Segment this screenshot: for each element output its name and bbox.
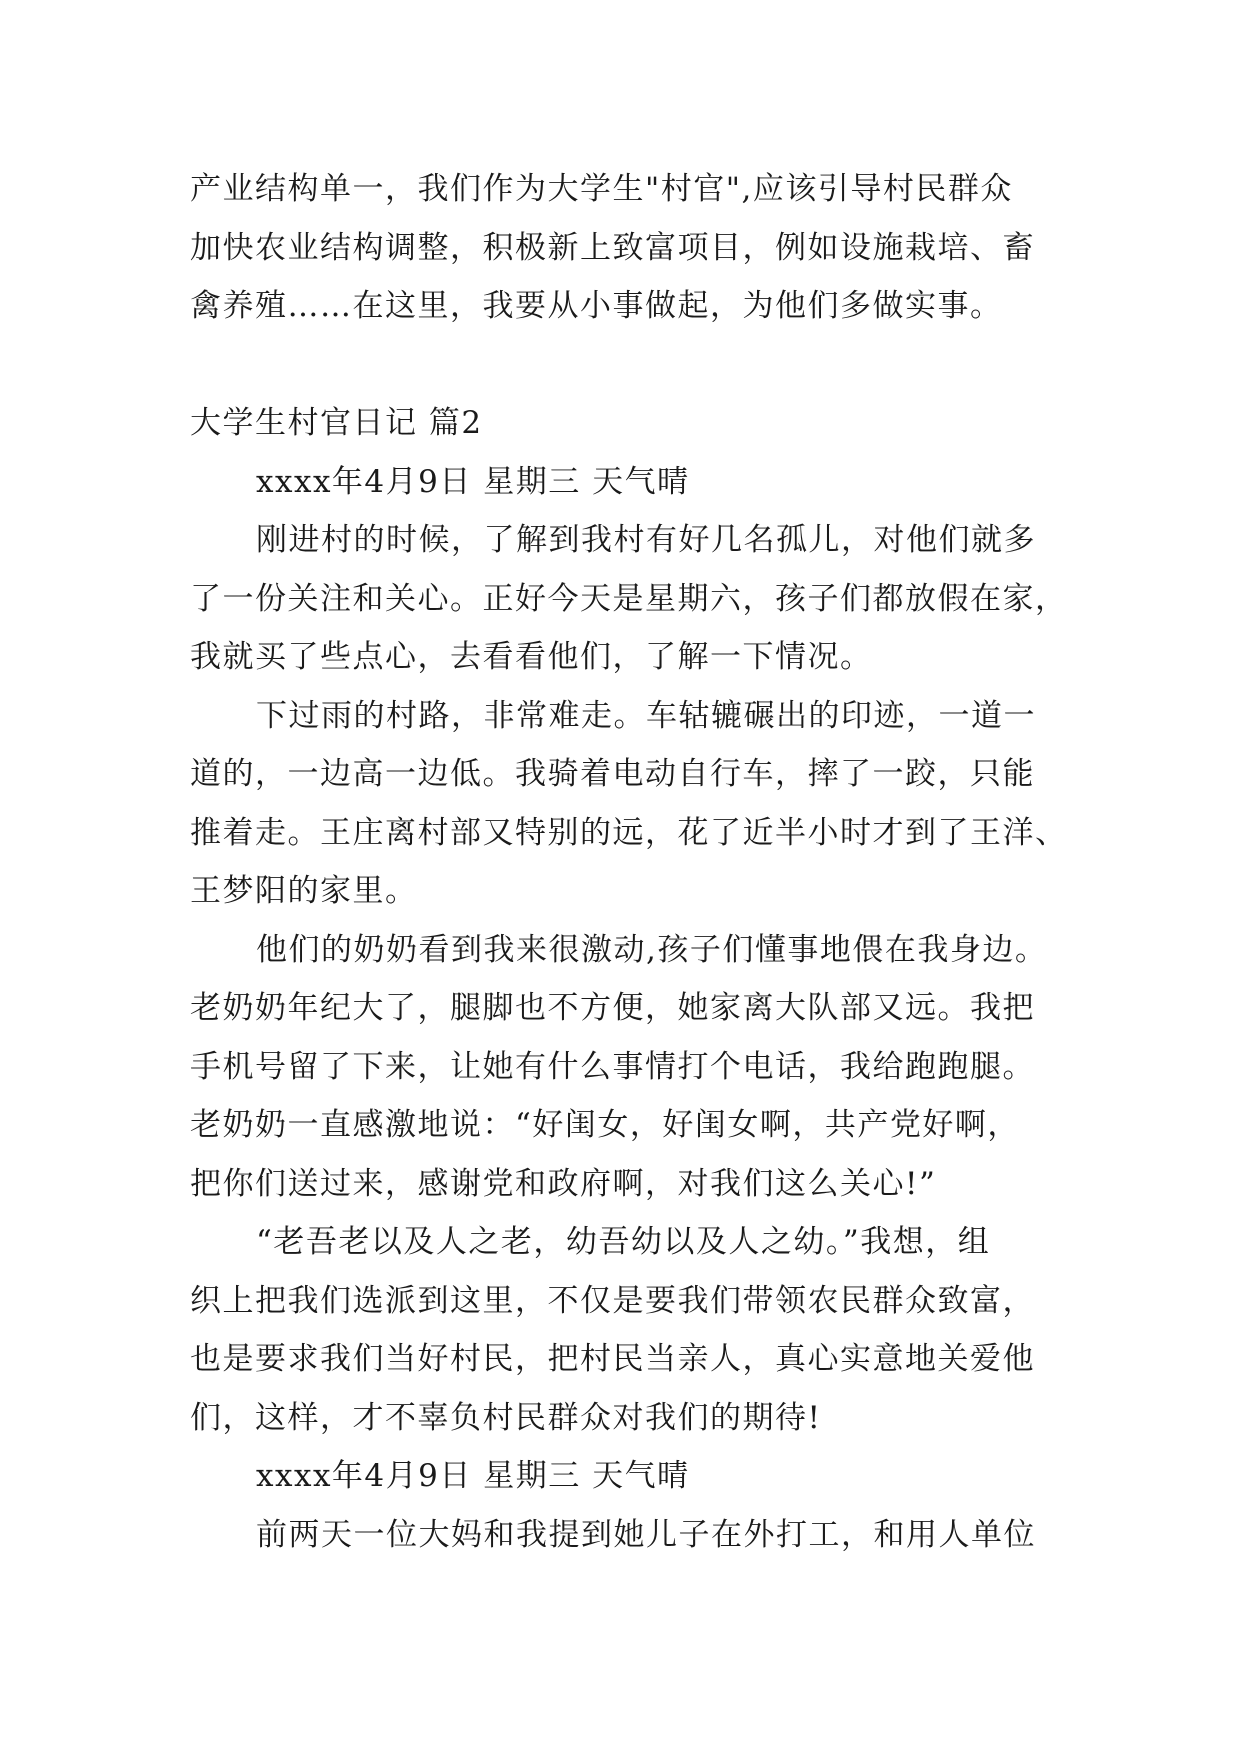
text-line: 道的，一边高一边低。我骑着电动自行车，摔了一跤，只能 bbox=[190, 756, 1035, 792]
document-body bbox=[190, 160, 1068, 1564]
text-line: 他们的奶奶看到我来很激动,孩子们懂事地偎在我身边。 bbox=[256, 931, 1048, 968]
text-line: 前两天一位大妈和我提到她儿子在外打工，和用人单位 bbox=[256, 1516, 1036, 1553]
section-title: 大学生村官日记 篇2 bbox=[190, 405, 483, 441]
text-line: 刚进村的时候，了解到我村有好几名孤儿，对他们就多 bbox=[256, 522, 1036, 558]
text-line: 们，这样，才不辜负村民群众对我们的期待! bbox=[190, 1399, 822, 1436]
text-line: 了一份关注和关心。正好今天是星期六，孩子们都放假在家， bbox=[190, 580, 1068, 617]
text-line: 也是要求我们当好村民，把村民当亲人，真心实意地关爱他 bbox=[190, 1341, 1035, 1377]
text-line: 老奶奶一直感激地说：“好闺女，好闺女啊，共产党好啊， bbox=[190, 1107, 1020, 1143]
entry-date: xxxx年4月9日 星期三 天气晴 bbox=[256, 463, 690, 500]
text-line: “老吾老以及人之老，幼吾幼以及人之幼。”我想，组 bbox=[256, 1224, 991, 1260]
text-line: 织上把我们选派到这里，不仅是要我们带领农民群众致富， bbox=[190, 1282, 1035, 1319]
blank-line bbox=[190, 336, 1050, 395]
entry-date: xxxx年4月9日 星期三 天气晴 bbox=[256, 1458, 690, 1494]
text-line: 禽养殖……在这里，我要从小事做起，为他们多做实事。 bbox=[190, 288, 1003, 324]
text-line: 老奶奶年纪大了，腿脚也不方便，她家离大队部又远。我把 bbox=[190, 990, 1035, 1026]
text-line: 手机号留了下来，让她有什么事情打个电话，我给跑跑腿。 bbox=[190, 1048, 1035, 1085]
text-line: 推着走。王庄离村部又特别的远，花了近半小时才到了王洋、 bbox=[190, 814, 1068, 851]
text-line: 王梦阳的家里。 bbox=[190, 873, 418, 909]
text-line: 产业结构单一，我们作为大学生"村官",应该引导村民群众 bbox=[190, 171, 1013, 207]
text-line: 加快农业结构调整，积极新上致富项目，例如设施栽培、畜 bbox=[190, 229, 1035, 266]
text-line: 把你们送过来，感谢党和政府啊，对我们这么关心!” bbox=[190, 1165, 937, 1202]
text-line: 下过雨的村路，非常难走。车轱辘碾出的印迹，一道一 bbox=[256, 697, 1036, 734]
text-line: 我就买了些点心，去看看他们，了解一下情况。 bbox=[190, 639, 873, 675]
